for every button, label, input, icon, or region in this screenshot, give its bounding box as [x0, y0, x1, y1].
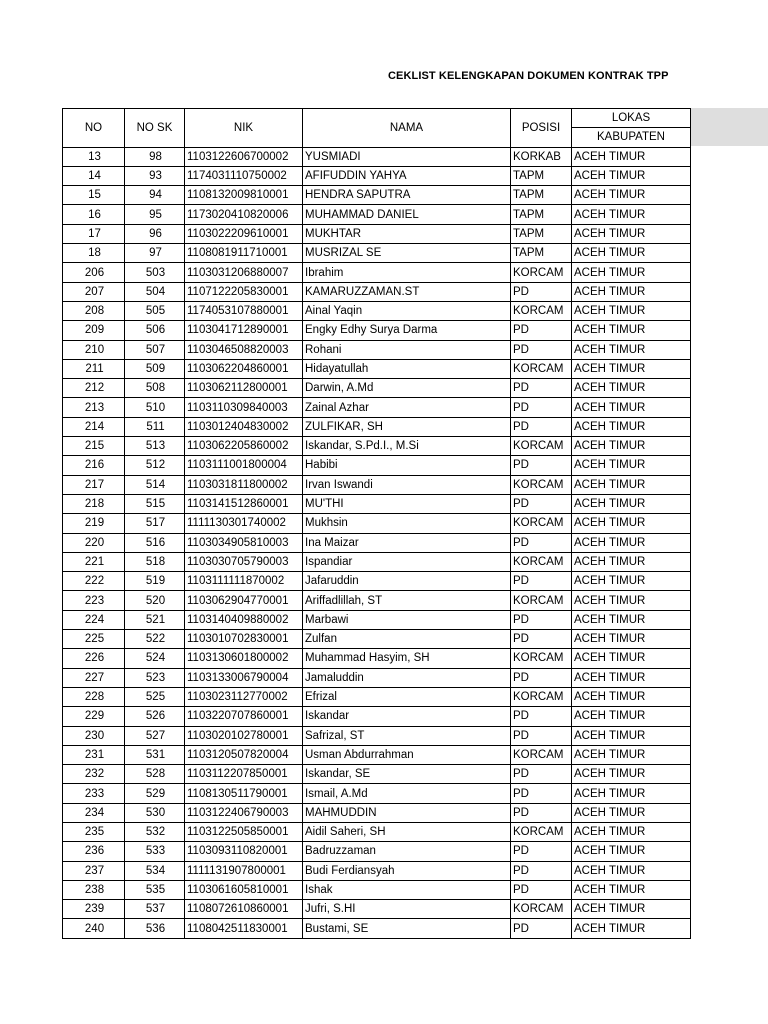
table-row: [63, 282, 691, 301]
cell-posisi: KORCAM: [511, 514, 572, 533]
cell-nama: Ina Maizar: [303, 533, 511, 552]
cell-nik: 1103031811800002: [185, 475, 303, 494]
cell-kabupaten: ACEH TIMUR: [572, 880, 691, 899]
cell-posisi: KORCAM: [511, 649, 572, 668]
cell-posisi: TAPM: [511, 186, 572, 205]
cell-posisi: KORCAM: [511, 745, 572, 764]
cell-posisi: PD: [511, 765, 572, 784]
table-row: [63, 630, 691, 649]
cell-no-sk: 513: [125, 437, 185, 456]
cell-posisi: KORKAB: [511, 147, 572, 166]
table-row: [63, 726, 691, 745]
cell-nik: 1103062904770001: [185, 591, 303, 610]
table-row: [63, 301, 691, 320]
cell-no-sk: 521: [125, 610, 185, 629]
table-row: [63, 437, 691, 456]
cell-posisi: PD: [511, 707, 572, 726]
cell-nik: 1103020102780001: [185, 726, 303, 745]
table-row: [63, 398, 691, 417]
cell-kabupaten: ACEH TIMUR: [572, 842, 691, 861]
cell-no-sk: 508: [125, 379, 185, 398]
cell-no-sk: 535: [125, 880, 185, 899]
cell-no-sk: 527: [125, 726, 185, 745]
cell-nama: Iskandar, SE: [303, 765, 511, 784]
cell-nik: 1103110309840003: [185, 398, 303, 417]
cell-no-sk: 533: [125, 842, 185, 861]
cell-nik: 1103220707860001: [185, 707, 303, 726]
cell-nik: 1108042511830001: [185, 919, 303, 938]
table-row: [63, 205, 691, 224]
cell-nama: Efrizal: [303, 687, 511, 706]
cell-no: 206: [63, 263, 125, 282]
cell-nama: Iskandar: [303, 707, 511, 726]
cell-posisi: PD: [511, 726, 572, 745]
table-row: [63, 475, 691, 494]
cell-no: 224: [63, 610, 125, 629]
cell-posisi: PD: [511, 861, 572, 880]
cell-no-sk: 512: [125, 456, 185, 475]
cell-kabupaten: ACEH TIMUR: [572, 398, 691, 417]
cell-posisi: PD: [511, 533, 572, 552]
cell-no: 239: [63, 900, 125, 919]
cell-nama: Jafaruddin: [303, 572, 511, 591]
cell-posisi: PD: [511, 379, 572, 398]
cell-kabupaten: ACEH TIMUR: [572, 205, 691, 224]
cell-kabupaten: ACEH TIMUR: [572, 765, 691, 784]
cell-kabupaten: ACEH TIMUR: [572, 340, 691, 359]
cell-nik: 1103041712890001: [185, 321, 303, 340]
cell-posisi: PD: [511, 630, 572, 649]
cell-kabupaten: ACEH TIMUR: [572, 552, 691, 571]
cell-nama: Usman Abdurrahman: [303, 745, 511, 764]
cell-posisi: PD: [511, 572, 572, 591]
cell-nama: MUKHTAR: [303, 224, 511, 243]
cell-kabupaten: ACEH TIMUR: [572, 919, 691, 938]
cell-nama: MUSRIZAL SE: [303, 244, 511, 263]
cell-nama: Jufri, S.HI: [303, 900, 511, 919]
cell-no-sk: 95: [125, 205, 185, 224]
cell-no-sk: 525: [125, 687, 185, 706]
cell-nama: Engky Edhy Surya Darma: [303, 321, 511, 340]
cell-nama: Ibrahim: [303, 263, 511, 282]
cell-no-sk: 531: [125, 745, 185, 764]
table-row: [63, 610, 691, 629]
cell-nama: Safrizal, ST: [303, 726, 511, 745]
table-row: [63, 533, 691, 552]
cell-no: 213: [63, 398, 125, 417]
cell-kabupaten: ACEH TIMUR: [572, 533, 691, 552]
cell-posisi: KORCAM: [511, 475, 572, 494]
cell-posisi: TAPM: [511, 205, 572, 224]
cell-no-sk: 529: [125, 784, 185, 803]
cell-kabupaten: ACEH TIMUR: [572, 784, 691, 803]
cell-no: 230: [63, 726, 125, 745]
cell-nama: AFIFUDDIN YAHYA: [303, 166, 511, 185]
table-row: [63, 784, 691, 803]
cell-no: 207: [63, 282, 125, 301]
cell-nik: 1103133006790004: [185, 668, 303, 687]
cell-kabupaten: ACEH TIMUR: [572, 359, 691, 378]
cell-no-sk: 536: [125, 919, 185, 938]
cell-kabupaten: ACEH TIMUR: [572, 437, 691, 456]
cell-kabupaten: ACEH TIMUR: [572, 417, 691, 436]
cell-posisi: KORCAM: [511, 437, 572, 456]
cell-no: 15: [63, 186, 125, 205]
table-row: [63, 340, 691, 359]
cell-kabupaten: ACEH TIMUR: [572, 572, 691, 591]
cell-nama: Jamaluddin: [303, 668, 511, 687]
cell-no: 14: [63, 166, 125, 185]
table-row: [63, 861, 691, 880]
cell-no: 223: [63, 591, 125, 610]
cell-kabupaten: ACEH TIMUR: [572, 803, 691, 822]
cell-posisi: PD: [511, 494, 572, 513]
cell-nik: 1174031110750002: [185, 166, 303, 185]
cell-nama: Ainal Yaqin: [303, 301, 511, 320]
cell-no-sk: 528: [125, 765, 185, 784]
cell-no: 212: [63, 379, 125, 398]
cell-posisi: KORCAM: [511, 263, 572, 282]
cell-nik: 1103111001800004: [185, 456, 303, 475]
cell-kabupaten: ACEH TIMUR: [572, 610, 691, 629]
cell-posisi: KORCAM: [511, 359, 572, 378]
cell-posisi: TAPM: [511, 166, 572, 185]
cell-nama: Zainal Azhar: [303, 398, 511, 417]
cell-nik: 1103093110820001: [185, 842, 303, 861]
cell-kabupaten: ACEH TIMUR: [572, 379, 691, 398]
cell-no-sk: 511: [125, 417, 185, 436]
table-row: [63, 803, 691, 822]
cell-nik: 1103130601800002: [185, 649, 303, 668]
cell-no: 209: [63, 321, 125, 340]
table-row: [63, 900, 691, 919]
cell-nik: 1103120507820004: [185, 745, 303, 764]
cell-no: 214: [63, 417, 125, 436]
cell-no-sk: 507: [125, 340, 185, 359]
cell-no: 227: [63, 668, 125, 687]
table-row: [63, 649, 691, 668]
table-row: [63, 591, 691, 610]
cell-no: 236: [63, 842, 125, 861]
cell-posisi: PD: [511, 417, 572, 436]
cell-nik: 1103010702830001: [185, 630, 303, 649]
cell-nik: 1173020410820006: [185, 205, 303, 224]
cell-kabupaten: ACEH TIMUR: [572, 687, 691, 706]
table-row: [63, 244, 691, 263]
cell-nama: Iskandar, S.Pd.I., M.Si: [303, 437, 511, 456]
cell-kabupaten: ACEH TIMUR: [572, 900, 691, 919]
cell-nik: 1103122606700002: [185, 147, 303, 166]
table-row: [63, 186, 691, 205]
cell-nama: Rohani: [303, 340, 511, 359]
cell-no-sk: 516: [125, 533, 185, 552]
cell-no: 220: [63, 533, 125, 552]
cell-no: 240: [63, 919, 125, 938]
cell-no: 210: [63, 340, 125, 359]
cell-nama: MU'THI: [303, 494, 511, 513]
cell-nama: YUSMIADI: [303, 147, 511, 166]
cell-posisi: KORCAM: [511, 687, 572, 706]
cell-posisi: PD: [511, 456, 572, 475]
cell-posisi: PD: [511, 340, 572, 359]
cell-nama: MUHAMMAD DANIEL: [303, 205, 511, 224]
cell-nik: 1103034905810003: [185, 533, 303, 552]
cell-kabupaten: ACEH TIMUR: [572, 186, 691, 205]
cell-nama: Ariffadlillah, ST: [303, 591, 511, 610]
cell-nik: 1103012404830002: [185, 417, 303, 436]
cell-kabupaten: ACEH TIMUR: [572, 630, 691, 649]
table-row: [63, 880, 691, 899]
cell-no: 215: [63, 437, 125, 456]
cell-no: 217: [63, 475, 125, 494]
cell-posisi: PD: [511, 282, 572, 301]
cell-kabupaten: ACEH TIMUR: [572, 649, 691, 668]
cell-nik: 1103061605810001: [185, 880, 303, 899]
cell-kabupaten: ACEH TIMUR: [572, 456, 691, 475]
cell-no: 232: [63, 765, 125, 784]
cell-no: 228: [63, 687, 125, 706]
cell-no-sk: 505: [125, 301, 185, 320]
cell-no-sk: 93: [125, 166, 185, 185]
cell-posisi: PD: [511, 321, 572, 340]
cell-nik: 1111131907800001: [185, 861, 303, 880]
cell-nik: 1103062205860002: [185, 437, 303, 456]
cell-no-sk: 510: [125, 398, 185, 417]
cell-nik: 1108130511790001: [185, 784, 303, 803]
table-row: [63, 842, 691, 861]
cell-no: 231: [63, 745, 125, 764]
cell-no: 216: [63, 456, 125, 475]
cell-no: 234: [63, 803, 125, 822]
cell-no-sk: 523: [125, 668, 185, 687]
cell-posisi: KORCAM: [511, 591, 572, 610]
cell-posisi: KORCAM: [511, 822, 572, 841]
cell-no-sk: 98: [125, 147, 185, 166]
table-row: [63, 147, 691, 166]
cell-no: 16: [63, 205, 125, 224]
cell-posisi: KORCAM: [511, 900, 572, 919]
cell-nik: 1103031206880007: [185, 263, 303, 282]
cell-posisi: PD: [511, 803, 572, 822]
cell-nama: Zulfan: [303, 630, 511, 649]
cell-no-sk: 530: [125, 803, 185, 822]
cell-no-sk: 94: [125, 186, 185, 205]
cell-kabupaten: ACEH TIMUR: [572, 244, 691, 263]
cell-no-sk: 532: [125, 822, 185, 841]
cell-nik: 1103046508820003: [185, 340, 303, 359]
cell-nik: 1103112207850001: [185, 765, 303, 784]
table-row: [63, 166, 691, 185]
cell-kabupaten: ACEH TIMUR: [572, 591, 691, 610]
cell-posisi: TAPM: [511, 224, 572, 243]
cell-no: 219: [63, 514, 125, 533]
cell-nik: 1103062204860001: [185, 359, 303, 378]
cell-kabupaten: ACEH TIMUR: [572, 263, 691, 282]
cell-posisi: PD: [511, 610, 572, 629]
cell-nama: Mukhsin: [303, 514, 511, 533]
cell-posisi: KORCAM: [511, 301, 572, 320]
cell-no-sk: 504: [125, 282, 185, 301]
cell-posisi: TAPM: [511, 244, 572, 263]
cell-no-sk: 526: [125, 707, 185, 726]
cell-nama: Ismail, A.Md: [303, 784, 511, 803]
gray-cell-block: [691, 108, 768, 146]
cell-no: 237: [63, 861, 125, 880]
header-no-sk: NO SK: [125, 109, 185, 148]
cell-kabupaten: ACEH TIMUR: [572, 147, 691, 166]
cell-no-sk: 534: [125, 861, 185, 880]
cell-kabupaten: ACEH TIMUR: [572, 494, 691, 513]
table-row: [63, 263, 691, 282]
cell-kabupaten: ACEH TIMUR: [572, 861, 691, 880]
cell-no-sk: 524: [125, 649, 185, 668]
table-row: [63, 514, 691, 533]
cell-no-sk: 537: [125, 900, 185, 919]
cell-nik: 1103062112800001: [185, 379, 303, 398]
table-row: [63, 359, 691, 378]
table-row: [63, 765, 691, 784]
cell-no: 229: [63, 707, 125, 726]
cell-nik: 1103122406790003: [185, 803, 303, 822]
cell-kabupaten: ACEH TIMUR: [572, 514, 691, 533]
cell-kabupaten: ACEH TIMUR: [572, 166, 691, 185]
cell-no-sk: 509: [125, 359, 185, 378]
cell-posisi: PD: [511, 842, 572, 861]
cell-nik: 1103122505850001: [185, 822, 303, 841]
cell-no: 13: [63, 147, 125, 166]
cell-no: 222: [63, 572, 125, 591]
cell-nama: Bustami, SE: [303, 919, 511, 938]
table-row: [63, 919, 691, 938]
table-row: [63, 687, 691, 706]
cell-no: 211: [63, 359, 125, 378]
table-row: [63, 572, 691, 591]
cell-no: 208: [63, 301, 125, 320]
table-row: [63, 379, 691, 398]
cell-posisi: PD: [511, 668, 572, 687]
cell-no: 233: [63, 784, 125, 803]
cell-no-sk: 520: [125, 591, 185, 610]
document-title: CEKLIST KELENGKAPAN DOKUMEN KONTRAK TPP: [388, 70, 669, 82]
cell-posisi: KORCAM: [511, 552, 572, 571]
cell-nik: 1111130301740002: [185, 514, 303, 533]
cell-kabupaten: ACEH TIMUR: [572, 668, 691, 687]
cell-kabupaten: ACEH TIMUR: [572, 707, 691, 726]
cell-nama: MAHMUDDIN: [303, 803, 511, 822]
cell-no: 238: [63, 880, 125, 899]
cell-no: 226: [63, 649, 125, 668]
cell-no-sk: 96: [125, 224, 185, 243]
cell-nik: 1103140409880002: [185, 610, 303, 629]
cell-nama: Irvan Iswandi: [303, 475, 511, 494]
cell-nik: 1103030705790003: [185, 552, 303, 571]
cell-no-sk: 518: [125, 552, 185, 571]
cell-no: 218: [63, 494, 125, 513]
cell-nama: Habibi: [303, 456, 511, 475]
cell-nik: 1103111111870002: [185, 572, 303, 591]
header-nama: NAMA: [303, 109, 511, 148]
table-row: [63, 822, 691, 841]
header-nik: NIK: [185, 109, 303, 148]
cell-kabupaten: ACEH TIMUR: [572, 475, 691, 494]
cell-posisi: PD: [511, 919, 572, 938]
table-row: [63, 417, 691, 436]
cell-nama: Darwin, A.Md: [303, 379, 511, 398]
cell-posisi: PD: [511, 784, 572, 803]
cell-nik: 1108132009810001: [185, 186, 303, 205]
cell-no-sk: 506: [125, 321, 185, 340]
cell-kabupaten: ACEH TIMUR: [572, 321, 691, 340]
cell-nama: Aidil Saheri, SH: [303, 822, 511, 841]
cell-nama: Hidayatullah: [303, 359, 511, 378]
cell-nama: Muhammad Hasyim, SH: [303, 649, 511, 668]
cell-no-sk: 522: [125, 630, 185, 649]
header-no: NO: [63, 109, 125, 148]
cell-nama: Budi Ferdiansyah: [303, 861, 511, 880]
cell-no: 17: [63, 224, 125, 243]
cell-no-sk: 517: [125, 514, 185, 533]
cell-nik: 1107122205830001: [185, 282, 303, 301]
header-kabupaten: KABUPATEN: [572, 128, 691, 147]
cell-posisi: PD: [511, 398, 572, 417]
cell-kabupaten: ACEH TIMUR: [572, 822, 691, 841]
cell-nik: 1103141512860001: [185, 494, 303, 513]
header-posisi: POSISI: [511, 109, 572, 148]
cell-kabupaten: ACEH TIMUR: [572, 301, 691, 320]
table-row: [63, 707, 691, 726]
cell-nik: 1108081911710001: [185, 244, 303, 263]
cell-kabupaten: ACEH TIMUR: [572, 726, 691, 745]
cell-nama: Ispandiar: [303, 552, 511, 571]
table-row: [63, 552, 691, 571]
table-row: [63, 494, 691, 513]
cell-nama: Ishak: [303, 880, 511, 899]
table-row: [63, 668, 691, 687]
cell-no-sk: 519: [125, 572, 185, 591]
cell-no: 235: [63, 822, 125, 841]
cell-nik: 1103023112770002: [185, 687, 303, 706]
cell-no: 225: [63, 630, 125, 649]
table-row: [63, 745, 691, 764]
cell-kabupaten: ACEH TIMUR: [572, 745, 691, 764]
table-row: [63, 456, 691, 475]
header-lokasi: LOKAS: [572, 109, 691, 128]
cell-nama: Badruzzaman: [303, 842, 511, 861]
cell-no: 221: [63, 552, 125, 571]
cell-no-sk: 503: [125, 263, 185, 282]
cell-nama: ZULFIKAR, SH: [303, 417, 511, 436]
table-row: [63, 224, 691, 243]
cell-no-sk: 514: [125, 475, 185, 494]
cell-posisi: PD: [511, 880, 572, 899]
cell-nik: 1108072610860001: [185, 900, 303, 919]
cell-no-sk: 515: [125, 494, 185, 513]
cell-nik: 1103022209610001: [185, 224, 303, 243]
cell-kabupaten: ACEH TIMUR: [572, 224, 691, 243]
cell-nama: Marbawi: [303, 610, 511, 629]
checklist-table: [62, 108, 691, 939]
cell-nik: 1174053107880001: [185, 301, 303, 320]
cell-no-sk: 97: [125, 244, 185, 263]
table-row: [63, 321, 691, 340]
cell-nama: HENDRA SAPUTRA: [303, 186, 511, 205]
cell-kabupaten: ACEH TIMUR: [572, 282, 691, 301]
cell-no: 18: [63, 244, 125, 263]
cell-nama: KAMARUZZAMAN.ST: [303, 282, 511, 301]
